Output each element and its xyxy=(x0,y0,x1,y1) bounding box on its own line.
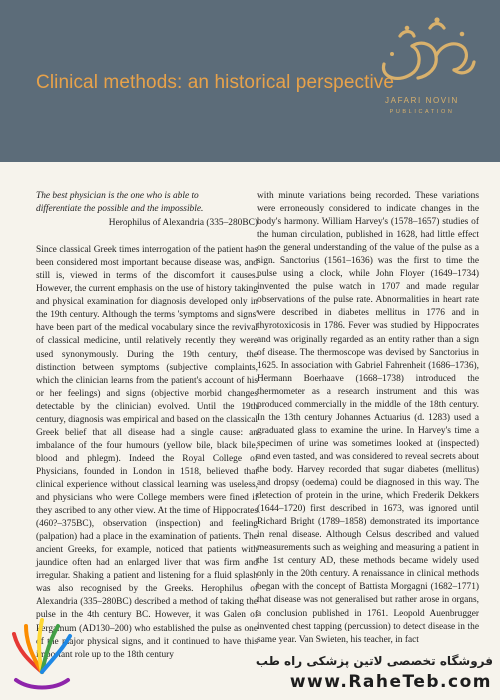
publisher-logo-icon xyxy=(370,14,480,92)
footer-url-link[interactable]: www.RaheTeb.com xyxy=(289,672,492,692)
raheteb-logo-icon xyxy=(8,610,76,696)
epigraph-line-1: The best physician is the one who is able to xyxy=(36,191,199,201)
right-column xyxy=(257,190,479,647)
epigraph-attribution: Herophilus of Alexandria (335–280BC) xyxy=(108,218,258,229)
chapter-title: Clinical methods: an historical perspective xyxy=(36,72,395,93)
footer-persian-text: فروشگاه تخصصی لاتین پزشکی راه طب xyxy=(255,654,493,668)
publisher-logo-sub: PUBLICATION xyxy=(389,109,455,115)
publisher-logo-name: JAFARI NOVIN xyxy=(385,96,459,105)
left-column xyxy=(36,190,258,662)
body-paragraph-right: with minute variations being recorded. These variations were erroneously considered to indicate changes in the body's harmony. William Harvey's (1578–1657) studies of the human circulation, published in 1628, had little effect on the general understanding of the value of the pulse as a sign. Sanctorius (1561–1636) was the first to time the pulse using a clock, while John Floyer (1649–1734) invented the pulse watch in 1707 and made regular observations of the pulse rate. Abnormalities in heart rate were described in diabetes mellitus in 1776 and in thyrotoxicosis in 1786. Fever was studied by Hippocrates and was originally regarded as an entity rather than a sign of disease. The thermoscope was devised by Sanctorius in 1625. In association with Gabriel Fahrenheit (1686–1736), Hermann Boerhaave (1668–1738) introduced the thermometer as a research instrument and this was produced commercially in the middle of the 18th century. In the 13th century Johannes Actuarius (d. 1283) used a graduated glass to examine the urine. In Harvey's time a specimen of urine was sometimes looked at (inspected) and even tasted, and was considered to reveal secrets about the body. Harvey recorded that sugar diabetes (mellitus) and dropsy (oedema) could be diagnosed in this way. The detection of protein in the urine, which Frederik Dekkers (1644–1720) first described in 1673, was ignored until Richard Bright (1789–1858) demonstrated its importance in renal disease. Although Celsus described and valued measurements such as weighing and measuring a patient in the 1st century AD, these methods became widely used only in the 20th century. A renaissance in clinical methods began with the concept of Battista Morgagni (1682–1771) that disease was not generalised but rather arose in organs, a conclusion published in 1761. Leopold Auenbrugger invented chest tapping (percussion) to detect disease in the same year. Van Swieten, his teacher, in fact xyxy=(257,191,479,645)
body-paragraph-left: Since classical Greek times interrogation of the patient has been considered most important because disease was, and still is, viewed in terms of the discomfort it causes. However, the current emphasis on the use of history taking and physical examination for diagnosis developed only in the 19th century. Although the terms 'symptoms and signs' have been part of the medical vocabulary since the revival of classical medicine, until relatively recently they were used synonymously. During the 19th century, the distinction between symptoms (subjective complaints, which the clinician learns from the patient's account of his or her feelings) and signs (objective morbid changes detectable by the clinician) evolved. Until the 19th century, diagnosis was empirical and based on the classical Greek belief that all disease had a single cause: an imbalance of the four humours (yellow bile, black bile, blood and phlegm). Indeed the Royal College of Physicians, founded in London in 1518, believed that clinical experience without classical learning was useless, and physicians who were College members were fined if they ascribed to any other view. At the time of Hippocrates (460?–375BC), observation (inspection) and feeling (palpation) had a place in the examination of patients. The ancient Greeks, for example, noticed that patients with jaundice often had an enlarged liver that was firm and irregular. Shaking a patient and listening for a fluid splash was also recognised by the Greeks. Herophilus of Alexandria (335–280BC) described a method of taking the pulse in the 4th century BC. However, it was Galen of Pergamum (AD130–200) who established the pulse as one of the major physical signs, and it continued to have this important role up to the 18th century xyxy=(36,245,258,660)
publisher-logo xyxy=(352,14,492,122)
epigraph-line-2: differentiate the possible and the impossible. xyxy=(36,204,204,215)
